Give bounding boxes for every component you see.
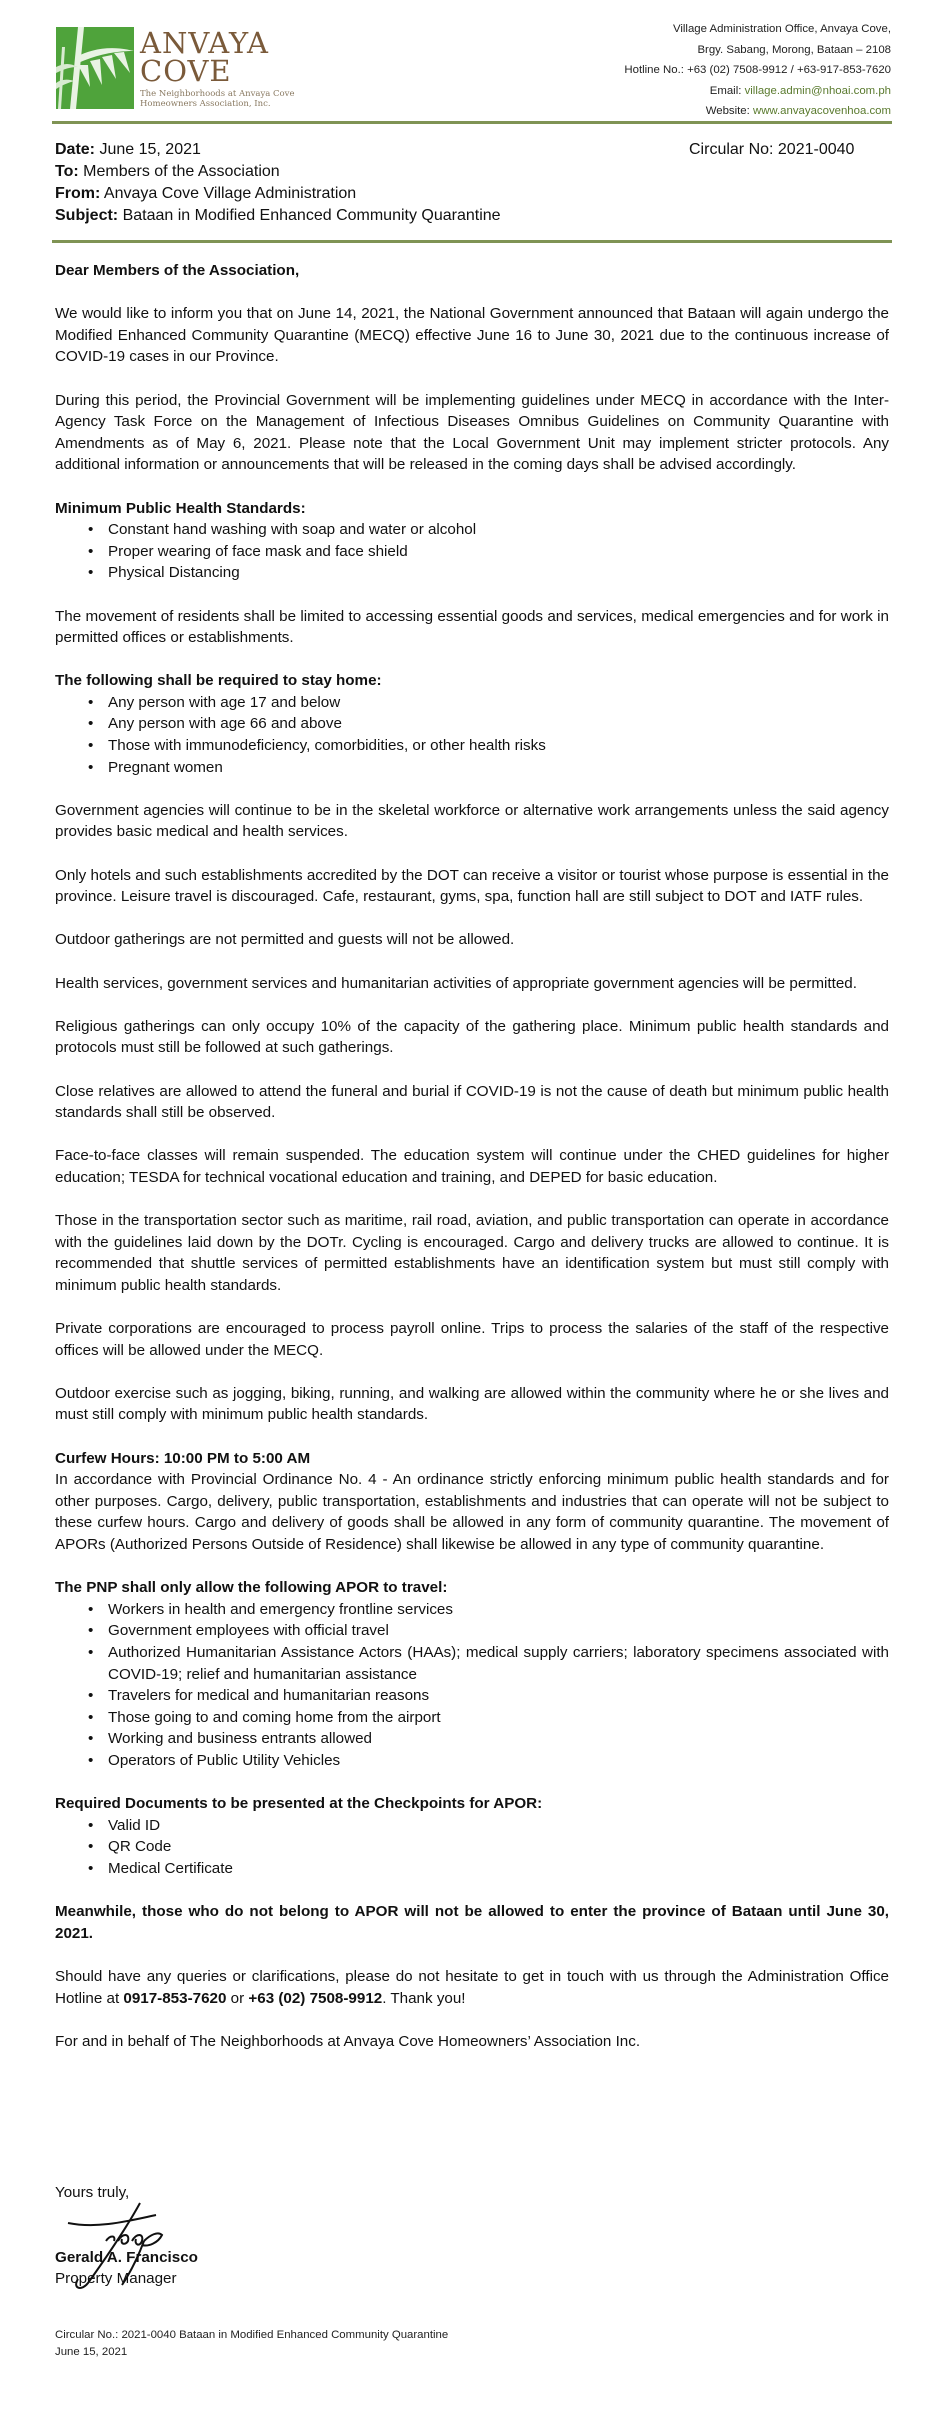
heading-health-standards: Minimum Public Health Standards: xyxy=(55,499,306,517)
list-item xyxy=(88,1599,889,1621)
list-item-text: Authorized Humanitarian Assistance Actors (HAAs); medical supply carriers; laboratory specimens associated with COVID-19; relief and humanitarian assistance xyxy=(108,1644,889,1683)
list-item xyxy=(88,1858,889,1880)
paragraph-curfew: In accordance with Provincial Ordinance No. 4 - An ordinance strictly enforcing minimum public health standards and for other purposes. Cargo, delivery, public transportation, establishments and industries that can operate will not be subject to these curfew hours. Cargo and delivery of goods shall be allowed in any form of community quarantine. The movement of APORs (Authorized Persons Outside of Residence) shall likewise be allowed in any type of community quarantine. xyxy=(55,1471,889,1554)
tagline-line-2: Homeowners Association, Inc. xyxy=(140,99,271,109)
list-item-text: QR Code xyxy=(108,1838,172,1856)
bullet-icon: • xyxy=(88,1751,94,1769)
bullet-icon: • xyxy=(88,521,94,539)
page-footer xyxy=(55,2327,448,2361)
website-label: Website: xyxy=(705,105,753,117)
list-stay-home xyxy=(55,692,889,778)
paragraph-mecq-announcement: We would like to inform you that on June 14, 2021, the National Government announced that Bataan will again undergo the Modified Enhanced Community Quarantine (MECQ) effective June 16 to June 30, 2021 due to the continuous increase of COVID-19 cases in our Province. xyxy=(55,305,889,366)
list-item xyxy=(88,1685,889,1707)
list-item-text: Valid ID xyxy=(108,1816,161,1834)
bullet-icon: • xyxy=(88,693,94,711)
website-line xyxy=(624,101,891,122)
contact-thanks: . Thank you! xyxy=(382,1989,466,2007)
to-label: To: xyxy=(55,163,79,180)
valediction: Yours truly, xyxy=(55,2184,130,2201)
paragraph-health-services: Health services, government services and humanitarian activities of appropriate government agencies will be permitted. xyxy=(55,974,857,992)
memo-header xyxy=(55,139,501,227)
email-label: Email: xyxy=(709,84,745,97)
paragraph-transportation: Those in the transportation sector such as maritime, rail road, aviation, and public transportation can operate in accordance with the guidelines laid down by the DOTr. Cycling is encouraged. Cargo and delivery trucks are allowed to continue. It is recommended that shuttle services of permitted establishments have an identification system but must still comply with minimum public health standards. xyxy=(55,1212,889,1294)
hotline-landline: +63 (02) 7508-9912 xyxy=(248,1989,383,2007)
list-item-text: Pregnant women xyxy=(108,758,223,776)
website-link[interactable]: www.anvayacovenhoa.com xyxy=(752,105,891,117)
paragraph-payroll: Private corporations are encouraged to process payroll online. Trips to process the salaries of the staff of the respective offices will be allowed under the MECQ. xyxy=(55,1320,889,1359)
header-divider xyxy=(52,121,892,124)
bamboo-logo-icon xyxy=(56,27,134,109)
paragraph-hotels: Only hotels and such establishments accredited by the DOT can receive a visitor or tourist whose purpose is essential in the province. Leisure travel is discouraged. Cafe, restaurant, gyms, spa, function hall are still subject to DOT and IATF rules. xyxy=(55,866,889,906)
list-item xyxy=(88,1642,889,1685)
bullet-icon: • xyxy=(88,715,94,733)
handwritten-signature-icon xyxy=(58,2195,178,2290)
subject-label: Subject: xyxy=(55,207,119,224)
heading-apor: The PNP shall only allow the following APOR to travel: xyxy=(55,1579,448,1597)
paragraph-government-agencies: Government agencies will continue to be in the skeletal workforce or alternative work arrangements unless the said agency provides basic medical and health services. xyxy=(55,801,889,841)
memo-to xyxy=(55,161,501,183)
memo-date xyxy=(55,139,501,161)
bullet-icon: • xyxy=(88,758,94,776)
bullet-icon: • xyxy=(88,1644,94,1661)
list-item xyxy=(88,562,889,584)
list-item xyxy=(88,735,889,757)
paragraph-contact xyxy=(55,1966,889,2009)
bullet-icon: • xyxy=(88,564,94,582)
list-health-standards xyxy=(55,519,889,584)
bullet-icon: • xyxy=(88,1730,94,1748)
logo-wordmark xyxy=(140,26,269,88)
list-item-text: Physical Distancing xyxy=(108,564,240,582)
paragraph-religious-gatherings: Religious gatherings can only occupy 10% of the capacity of the gathering place. Minimum public health standards and protocols must still be followed at such gatherings. xyxy=(55,1017,889,1057)
logo-tagline xyxy=(140,89,295,109)
paragraph-guidelines: During this period, the Provincial Government will be implementing guidelines under MECQ in accordance with the Inter-Agency Task Force on the Management of Infectious Diseases Omnibus Guidelines on Community Quarantine with Amendments as of May 6, 2021. Please note that the Local Government Unit may implement stricter protocols. Any additional information or announcements that will be released in the coming days shall be advised accordingly. xyxy=(55,391,889,474)
list-item xyxy=(88,757,889,779)
list-item xyxy=(88,713,889,735)
hotline: Hotline No.: +63 (02) 7508-9912 / +63-917-853-7620 xyxy=(624,64,891,76)
bullet-icon: • xyxy=(88,542,94,560)
bullet-icon: • xyxy=(88,737,94,755)
heading-required-documents: Required Documents to be presented at the Checkpoints for APOR: xyxy=(55,1795,543,1813)
footer-date: June 15, 2021 xyxy=(55,2346,128,2358)
circular-number: Circular No: 2021-0040 xyxy=(689,141,855,158)
letter-body xyxy=(55,260,889,2074)
paragraph-outdoor-exercise: Outdoor exercise such as jogging, biking, running, and walking are allowed within the community where he or she lives and must still comply with minimum public health standards. xyxy=(55,1384,889,1424)
list-required-documents xyxy=(55,1815,889,1880)
list-item-text: Medical Certificate xyxy=(108,1859,233,1877)
list-item-text: Those with immunodeficiency, comorbidities, or other health risks xyxy=(108,737,546,755)
bullet-icon: • xyxy=(88,1708,94,1726)
subject-value: Bataan in Modified Enhanced Community Quarantine xyxy=(122,207,501,224)
list-item-text: Government employees with official travel xyxy=(108,1622,389,1640)
contact-block xyxy=(624,19,891,122)
list-item xyxy=(88,1815,889,1837)
list-item-text: Working and business entrants allowed xyxy=(108,1730,372,1748)
email-line xyxy=(624,81,891,102)
heading-stay-home: The following shall be required to stay home: xyxy=(55,672,382,690)
list-item-text: Operators of Public Utility Vehicles xyxy=(108,1751,341,1769)
date-label: Date: xyxy=(55,141,96,158)
paragraph-non-apor-entry: Meanwhile, those who do not belong to APOR will not be allowed to enter the province of Bataan until June 30, 2021. xyxy=(55,1903,889,1942)
office-address: Village Administration Office, Anvaya Cove, xyxy=(672,23,891,35)
paragraph-on-behalf: For and in behalf of The Neighborhoods at Anvaya Cove Homeowners’ Association Inc. xyxy=(55,2032,641,2050)
signatory-name: Gerald A. Francisco xyxy=(55,2248,198,2266)
contact-or: or xyxy=(226,1989,249,2007)
bullet-icon: • xyxy=(88,1622,94,1640)
hotline-mobile: 0917-853-7620 xyxy=(123,1989,227,2007)
bullet-icon: • xyxy=(88,1838,94,1856)
list-item xyxy=(88,1836,889,1858)
anvaya-cove-logo xyxy=(56,27,306,112)
list-item xyxy=(88,1728,889,1750)
from-label: From: xyxy=(55,185,101,202)
paragraph-classes: Face-to-face classes will remain suspended. The education system will continue under the CHED guidelines for higher education; TESDA for technical vocational education and training, and DEPED for basic education. xyxy=(55,1147,889,1186)
list-item xyxy=(88,519,889,541)
street-address: Brgy. Sabang, Morong, Bataan – 2108 xyxy=(697,43,891,56)
list-item xyxy=(88,541,889,563)
paragraph-funeral: Close relatives are allowed to attend the funeral and burial if COVID-19 is not the cause of death but minimum public health standards shall still be observed. xyxy=(55,1082,889,1122)
paragraph-movement: The movement of residents shall be limited to accessing essential goods and services, medical emergencies and for work in permitted offices or establishments. xyxy=(55,607,889,647)
contact-text: Should have any queries or clarifications, please do not hesitate to get in touch with us through the Administration Office Hotline at xyxy=(55,1967,889,2007)
list-item-text: Constant hand washing with soap and water or alcohol xyxy=(108,521,477,539)
tagline-line-1: The Neighborhoods at Anvaya Cove xyxy=(140,89,295,99)
list-item xyxy=(88,1620,889,1642)
bullet-icon: • xyxy=(88,1600,94,1618)
paragraph-outdoor-gatherings: Outdoor gatherings are not permitted and guests will not be allowed. xyxy=(55,931,515,949)
bullet-icon: • xyxy=(88,1816,94,1834)
list-item xyxy=(88,1707,889,1729)
memo-from xyxy=(55,183,501,205)
list-item-text: Travelers for medical and humanitarian reasons xyxy=(108,1687,430,1705)
brand-line-2: COVE xyxy=(140,54,232,88)
list-item xyxy=(88,1750,889,1772)
memo-divider xyxy=(52,240,892,243)
to-value: Members of the Association xyxy=(83,163,280,180)
bullet-icon: • xyxy=(88,1687,94,1705)
greeting: Dear Members of the Association, xyxy=(55,262,300,279)
email-link[interactable]: village.admin@nhoai.com.ph xyxy=(744,84,891,97)
list-item-text: Any person with age 17 and below xyxy=(108,693,341,711)
from-value: Anvaya Cove Village Administration xyxy=(103,185,357,202)
memo-subject xyxy=(55,205,501,227)
list-item xyxy=(88,692,889,714)
list-item-text: Any person with age 66 and above xyxy=(108,715,342,733)
list-apor xyxy=(55,1599,889,1772)
footer-circular-reference: Circular No.: 2021-0040 Bataan in Modified Enhanced Community Quarantine xyxy=(55,2329,449,2341)
signatory-title: Property Manager xyxy=(55,2270,177,2288)
list-item-text: Those going to and coming home from the airport xyxy=(108,1708,441,1726)
bullet-icon: • xyxy=(88,1859,94,1877)
heading-curfew: Curfew Hours: 10:00 PM to 5:00 AM xyxy=(55,1449,311,1467)
brand-line-1: ANVAYA xyxy=(140,26,269,60)
list-item-text: Workers in health and emergency frontline services xyxy=(108,1600,453,1618)
date-value: June 15, 2021 xyxy=(99,141,201,158)
list-item-text: Proper wearing of face mask and face shield xyxy=(108,542,408,560)
